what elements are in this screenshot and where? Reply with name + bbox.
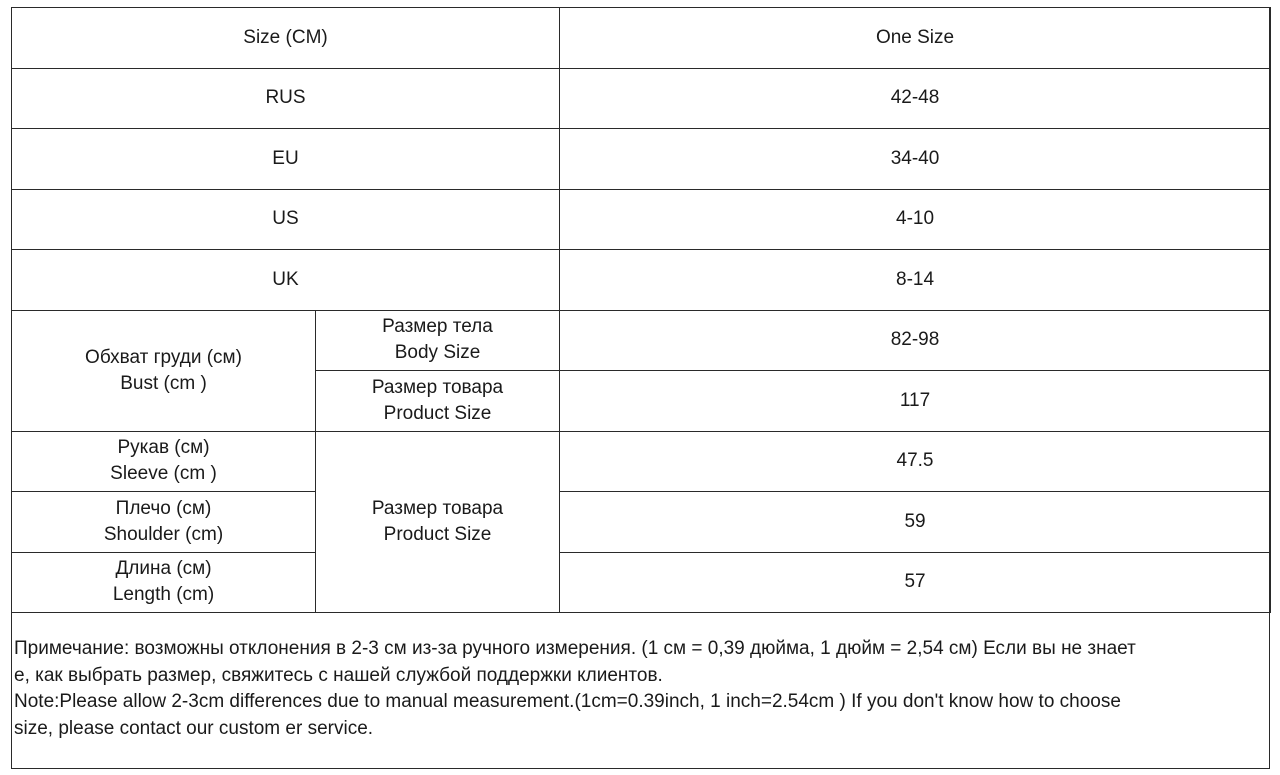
- length-value: 57: [904, 571, 926, 593]
- table-row-header: [12, 8, 1271, 69]
- product-size-label-en: Product Size: [383, 402, 492, 424]
- note-ru-line-1: Примечание: возможны отклонения в 2-3 см из-за ручного измерения. (1 см = 0,39 дюйма, 1 дюйм = 2,54 см) Если вы не знает: [14, 638, 1136, 659]
- shoulder-label-cell: [12, 492, 316, 553]
- sleeve-value: 47.5: [896, 450, 934, 472]
- table-row-rus: [12, 68, 1271, 129]
- note-ru-line-2: е, как выбрать размер, свяжитесь с нашей службой поддержки клиентов.: [14, 664, 663, 686]
- shoulder-label-en: Shoulder (cm): [103, 523, 224, 545]
- shoulder-label-ru: Плечо (см): [115, 497, 212, 519]
- header-label: Size (CM): [243, 26, 328, 48]
- region-value-eu: 34-40: [890, 147, 940, 169]
- sleeve-value-cell: [560, 431, 1271, 492]
- table-row-uk: [12, 250, 1271, 311]
- bust-label-ru: Обхват груди (см): [85, 346, 242, 368]
- garment-product-size-ru: Размер товара: [371, 497, 504, 519]
- table-row-length: [12, 552, 1271, 613]
- region-label-cell: [12, 68, 560, 129]
- garment-product-size-en: Product Size: [383, 523, 492, 545]
- region-label-cell: [12, 250, 560, 311]
- region-value-rus: 42-48: [890, 87, 940, 109]
- body-size-value-cell: [560, 310, 1271, 371]
- product-size-label-ru: Размер товара: [371, 376, 504, 398]
- table-row-bust-body: [12, 310, 1271, 371]
- region-label-eu: EU: [272, 147, 299, 169]
- region-value-cell: [560, 129, 1271, 190]
- note-en-line-2: size, please contact our custom er service.: [14, 717, 374, 739]
- note-en-line-1: Note:Please allow 2-3cm differences due to manual measurement.(1cm=0.39inch, 1 inch=2.54cm ) If you don't know how to choose: [14, 691, 1121, 712]
- table-row-us: [12, 189, 1271, 250]
- table-row-sleeve: [12, 431, 1271, 492]
- region-value-us: 4-10: [896, 208, 935, 230]
- body-size-cell: [316, 310, 560, 371]
- body-size-label-en: Body Size: [394, 342, 481, 364]
- region-value-uk: 8-14: [896, 268, 935, 290]
- region-label-uk: UK: [272, 268, 299, 290]
- region-value-cell: [560, 189, 1271, 250]
- header-label-cell: [12, 8, 560, 69]
- table-row-shoulder: [12, 492, 1271, 553]
- length-value-cell: [560, 552, 1271, 613]
- region-value-cell: [560, 68, 1271, 129]
- product-size-cell: [316, 371, 560, 432]
- length-label-cell: [12, 552, 316, 613]
- length-label-ru: Длина (см): [115, 558, 212, 580]
- sleeve-label-cell: [12, 431, 316, 492]
- bust-label-cell: [12, 310, 316, 431]
- sleeve-label-en: Sleeve (cm ): [110, 463, 217, 485]
- region-label-us: US: [272, 208, 299, 230]
- shoulder-value-cell: [560, 492, 1271, 553]
- table-row-eu: [12, 129, 1271, 190]
- region-value-cell: [560, 250, 1271, 311]
- header-value-cell: [560, 8, 1271, 69]
- sleeve-label-ru: Рукав (см): [117, 437, 210, 459]
- body-size-label-ru: Размер тела: [382, 316, 493, 338]
- header-value: One Size: [875, 26, 955, 48]
- size-chart-table: [11, 7, 1271, 613]
- product-size-value-cell: [560, 371, 1271, 432]
- measurement-note: [14, 636, 1268, 742]
- region-label-cell: [12, 189, 560, 250]
- region-label-rus: RUS: [265, 87, 306, 109]
- shoulder-value: 59: [904, 510, 926, 532]
- bust-label-en: Bust (cm ): [120, 372, 207, 394]
- length-label-en: Length (cm): [112, 584, 215, 606]
- bust-product-size-value: 117: [899, 389, 931, 411]
- region-label-cell: [12, 129, 560, 190]
- bust-body-size-value: 82-98: [890, 329, 940, 351]
- garment-product-size-cell: [316, 431, 560, 613]
